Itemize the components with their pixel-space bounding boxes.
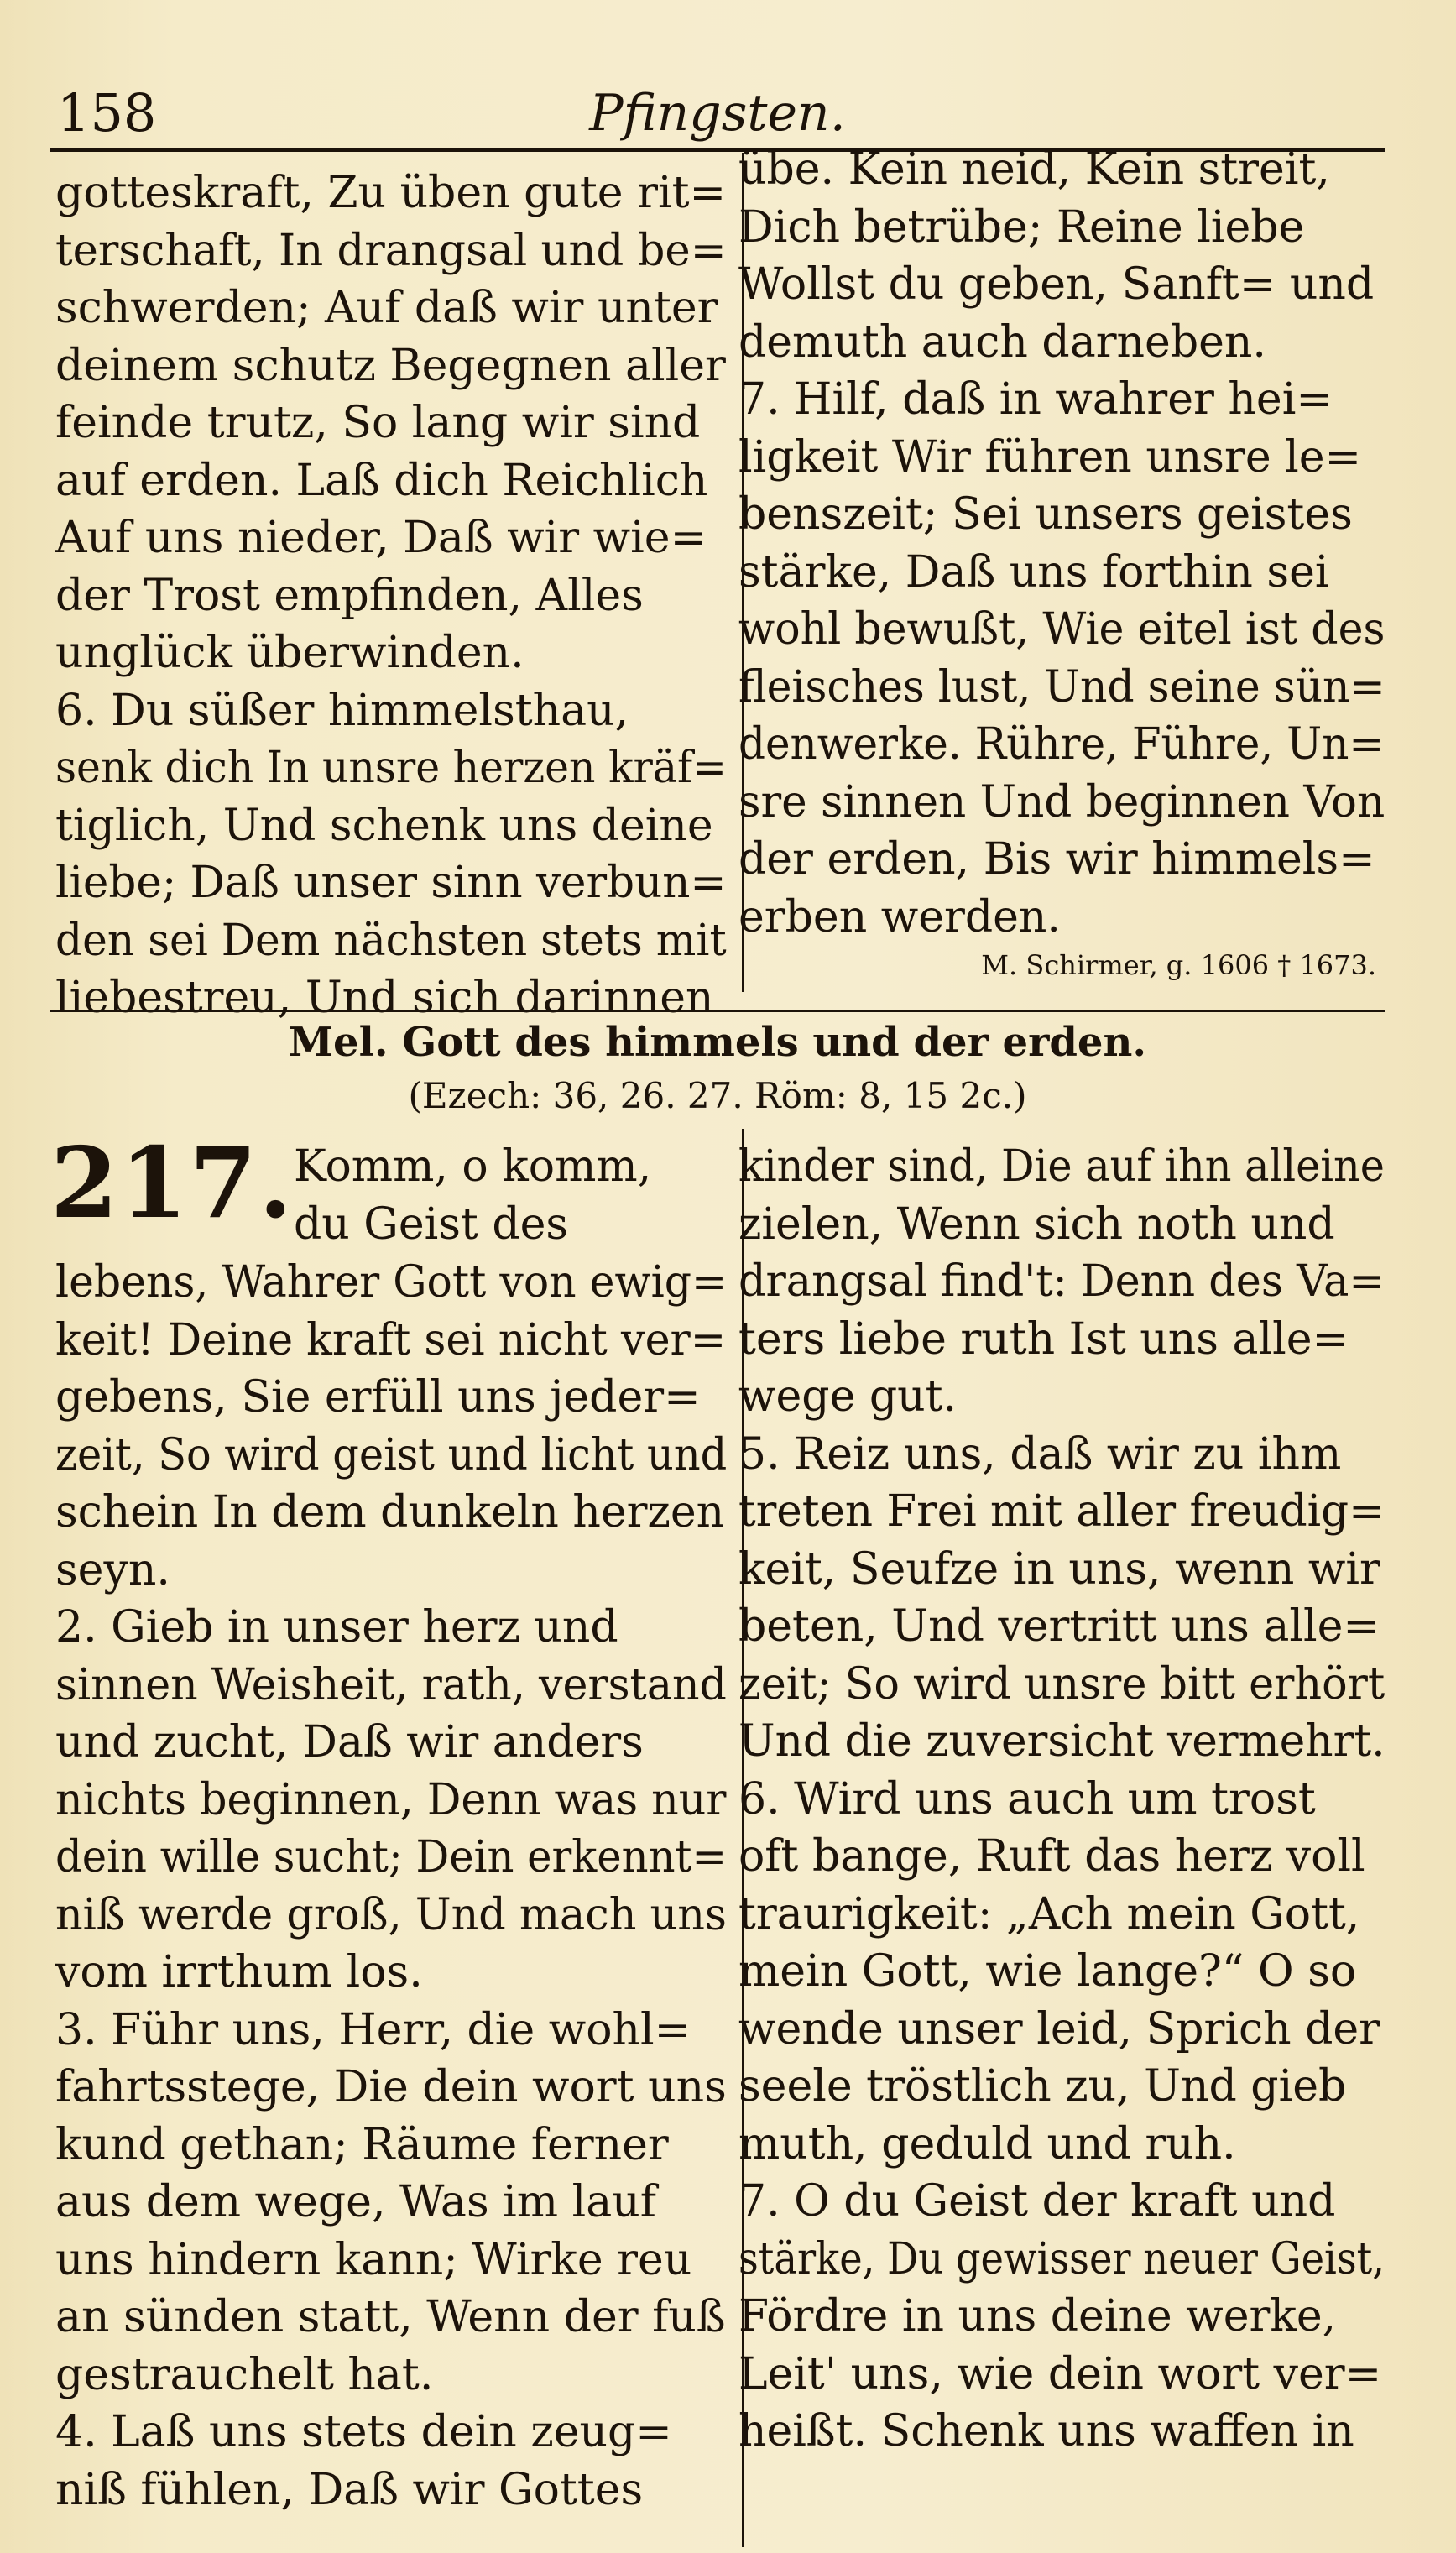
text-line: ters liebe ruth Ist uns alle=	[738, 1313, 1349, 1365]
running-title: Pfingsten.	[589, 84, 846, 143]
text-line: ligkeit Wir führen unsre le=	[738, 431, 1362, 483]
text-line: niß fühlen, Daß wir Gottes	[55, 2464, 644, 2515]
text-line: den sei Dem nächsten stets mit	[55, 915, 727, 966]
text-line: demuth auch darneben.	[738, 316, 1266, 368]
text-line: 3. Führ uns, Herr, die wohl=	[55, 2004, 691, 2055]
text-line: kinder sind, Die auf ihn alleine	[738, 1141, 1385, 1192]
text-line: muth, geduld und ruh.	[738, 2118, 1236, 2169]
text-line: der erden, Bis wir himmels=	[738, 834, 1375, 885]
text-line: mein Gott, wie lange?“ O so	[738, 1946, 1357, 1997]
text-line: Wollst du geben, Sanft= und	[738, 259, 1375, 310]
text-line: unglück überwinden.	[55, 628, 524, 678]
text-line: zeit; So wird unsre bitt erhört	[738, 1658, 1386, 1710]
text-line: Komm, o komm,	[294, 1141, 652, 1192]
text-line: Fördre in uns deine werke,	[738, 2291, 1337, 2342]
text-line: gotteskraft, Zu üben gute rit=	[55, 168, 727, 218]
left-column-bottom	[55, 1254, 727, 2519]
text-line: vom irrthum los.	[55, 1947, 423, 1997]
text-line: stärke, Daß uns forthin sei	[738, 546, 1329, 598]
text-line: dein wille sucht; Dein erkennt=	[55, 1832, 728, 1882]
text-line: lebens, Wahrer Gott von ewig=	[55, 1257, 728, 1308]
page-header	[50, 77, 1385, 144]
text-line: sinnen Weisheit, rath, verstand	[55, 1659, 727, 1710]
text-line: fahrtsstege, Die dein wort uns	[55, 2062, 727, 2112]
section-rule	[50, 1010, 1385, 1012]
text-line: 5. Reiz uns, daß wir zu ihm	[738, 1428, 1342, 1480]
text-line: schein In dem dunkeln herzen	[55, 1487, 725, 1538]
text-line: 4. Laß uns stets dein zeug=	[55, 2407, 672, 2457]
text-line: gebens, Sie erfüll uns jeder=	[55, 1372, 701, 1423]
text-line: feinde trutz, So lang wir sind	[55, 398, 701, 448]
text-line: senk dich In unsre herzen kräf=	[55, 743, 727, 793]
text-line: gestrauchelt hat.	[55, 2349, 434, 2400]
text-line: Und die zuversicht vermehrt.	[738, 1716, 1386, 1767]
text-line: deinem schutz Begegnen aller	[55, 340, 726, 391]
text-line: benszeit; Sei unsers geistes	[738, 489, 1353, 540]
text-line: denwerke. Rühre, Führe, Un=	[738, 719, 1385, 770]
text-line: beten, Und vertritt uns alle=	[738, 1601, 1380, 1652]
text-line: 6. Wird uns auch um trost	[738, 1773, 1316, 1825]
text-line: terschaft, In drangsal und be=	[55, 225, 727, 276]
text-line: sre sinnen Und beginnen Von	[738, 776, 1386, 828]
text-line: kund gethan; Räume ferner	[55, 2119, 669, 2170]
text-line: 6. Du süßer himmelsthau,	[55, 685, 629, 736]
text-line: seyn.	[55, 1544, 170, 1595]
right-column-top	[738, 141, 1385, 946]
text-line: schwerden; Auf daß wir unter	[55, 283, 718, 333]
text-line: uns hindern kann; Wirke reu	[55, 2234, 692, 2285]
text-line: und zucht, Daß wir anders	[55, 1717, 644, 1767]
text-line: keit, Seufze in uns, wenn wir	[738, 1543, 1380, 1595]
text-line: stärke, Du gewisser neuer Geist,	[738, 2233, 1386, 2284]
text-line: übe. Kein neid, Kein streit,	[738, 144, 1330, 195]
text-line: oft bange, Ruft das herz voll	[738, 1831, 1365, 1882]
text-line: seele tröstlich zu, Und gieb	[738, 2061, 1347, 2112]
left-column-top	[55, 164, 727, 1027]
text-line: keit! Deine kraft sei nicht ver=	[55, 1314, 727, 1365]
text-line: auf erden. Laß dich Reichlich	[55, 455, 708, 506]
text-line: Dich betrübe; Reine liebe	[738, 201, 1305, 253]
right-column-bottom	[738, 1138, 1385, 2461]
text-line: 7. Hilf, daß in wahrer hei=	[738, 374, 1333, 425]
melody-line: Mel. Gott des himmels und der erden.	[288, 1019, 1147, 1066]
text-line: traurigkeit: „Ach mein Gott,	[738, 1888, 1360, 1940]
text-line: wende unser leid, Sprich der	[738, 2003, 1380, 2054]
text-line: zeit, So wird geist und licht und	[55, 1429, 728, 1480]
text-line: erben werden.	[738, 891, 1061, 942]
text-line: Leit' uns, wie dein wort ver=	[738, 2348, 1382, 2399]
text-line: zielen, Wenn sich noth und	[738, 1198, 1335, 1250]
text-line: niß werde groß, Und mach uns	[55, 1889, 727, 1940]
hymn-number: 217.	[50, 1126, 295, 1240]
text-line: treten Frei mit aller freudig=	[738, 1486, 1386, 1537]
hymn-attribution: M. Schirmer, g. 1606 † 1673.	[981, 949, 1376, 981]
text-line: heißt. Schenk uns waffen in	[738, 2406, 1354, 2456]
text-line: 2. Gieb in unser herz und	[55, 1602, 618, 1652]
text-line: liebestreu, Und sich darinnen	[55, 973, 714, 1023]
text-line: wohl bewußt, Wie eitel ist des	[738, 604, 1386, 655]
text-line: an sünden statt, Wenn der fuß	[55, 2292, 726, 2342]
text-line: Auf uns nieder, Daß wir wie=	[55, 513, 707, 563]
text-line: nichts beginnen, Denn was nur	[55, 1774, 727, 1825]
text-line: du Geist des	[294, 1198, 569, 1250]
page-number: 158	[57, 82, 157, 144]
text-line: fleisches lust, Und seine sün=	[738, 661, 1386, 713]
text-line: drangsal find't: Denn des Va=	[738, 1256, 1385, 1307]
text-line: 7. O du Geist der kraft und	[738, 2176, 1336, 2227]
text-line: der Trost empfinden, Alles	[55, 570, 644, 621]
text-line: liebe; Daß unser sinn verbun=	[55, 858, 727, 908]
text-line: wege gut.	[738, 1371, 958, 1422]
text-line: tiglich, Und schenk uns deine	[55, 800, 713, 851]
scripture-reference: (Ezech: 36, 26. 27. Röm: 8, 15 2c.)	[408, 1075, 1027, 1116]
hymn-opening-lines	[294, 1138, 730, 1253]
text-line: aus dem wege, Was im lauf	[55, 2177, 656, 2227]
